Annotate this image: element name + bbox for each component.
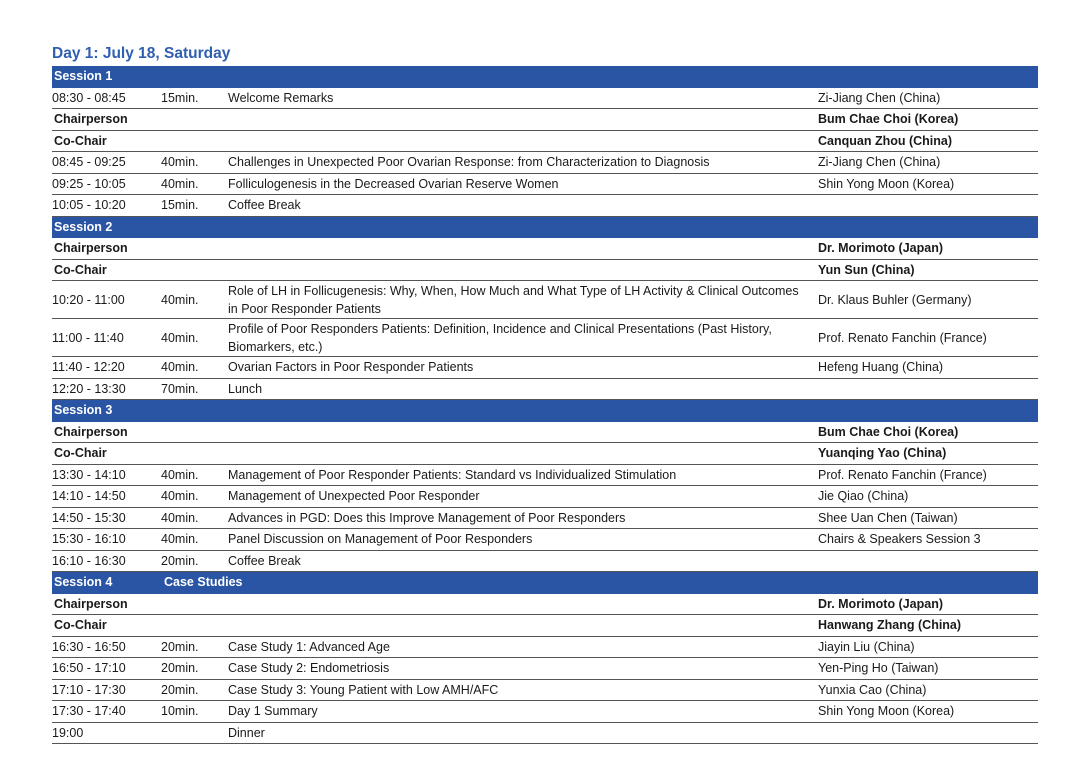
role-label: Chairperson — [54, 424, 128, 439]
duration-cell: 20min. — [161, 639, 199, 654]
chair-name: Bum Chae Choi (Korea) — [818, 112, 959, 127]
talk-title: Ovarian Factors in Poor Responder Patients — [228, 360, 474, 375]
session-label: Session 4 — [54, 575, 113, 590]
speaker-cell: Prof. Renato Fanchin (France) — [818, 467, 987, 482]
chair-row — [52, 260, 1038, 282]
duration-cell: 40min. — [161, 489, 199, 504]
duration-cell: 10min. — [161, 704, 199, 719]
chair-row — [52, 109, 1038, 131]
duration-cell: 40min. — [161, 360, 199, 375]
role-label: Chairperson — [54, 596, 128, 611]
duration-cell: 20min. — [161, 553, 199, 568]
duration-cell: 15min. — [161, 90, 199, 105]
speaker-cell: Prof. Renato Fanchin (France) — [818, 330, 987, 345]
table-row — [52, 486, 1038, 508]
speaker-cell: Shin Yong Moon (Korea) — [818, 704, 955, 719]
talk-title: Role of LH in Follicugenesis: Why, When, How Much and What Type of LH Activity & Clinical Outcomes in Poor Responder Patients — [228, 283, 799, 316]
table-row — [52, 723, 1038, 745]
table-row — [52, 195, 1038, 217]
time-cell: 16:50 - 17:10 — [52, 661, 126, 676]
talk-title: Folliculogenesis in the Decreased Ovarian Reserve Women — [228, 176, 559, 191]
talk-title: Lunch — [228, 381, 263, 396]
table-row — [52, 658, 1038, 680]
chair-row — [52, 615, 1038, 637]
table-row — [52, 529, 1038, 551]
talk-title: Case Study 3: Young Patient with Low AMH/AFC — [228, 682, 499, 697]
chair-name: Yuanqing Yao (China) — [818, 446, 947, 461]
role-label: Co-Chair — [54, 618, 107, 633]
time-cell: 09:25 - 10:05 — [52, 176, 126, 191]
table-row — [52, 508, 1038, 530]
session-subtitle: Case Studies — [164, 575, 243, 590]
chair-name: Dr. Morimoto (Japan) — [818, 241, 944, 256]
speaker-cell: Shee Uan Chen (Taiwan) — [818, 510, 958, 525]
time-cell: 14:10 - 14:50 — [52, 489, 126, 504]
talk-title: Case Study 1: Advanced Age — [228, 639, 390, 654]
speaker-cell: Jiayin Liu (China) — [818, 639, 915, 654]
talk-title: Coffee Break — [228, 553, 301, 568]
time-cell: 10:20 - 11:00 — [52, 292, 125, 307]
duration-cell: 40min. — [161, 510, 199, 525]
chair-name: Yun Sun (China) — [818, 262, 915, 277]
duration-cell: 40min. — [161, 330, 199, 345]
speaker-cell: Yunxia Cao (China) — [818, 682, 927, 697]
role-label: Chairperson — [54, 241, 128, 256]
time-cell: 14:50 - 15:30 — [52, 510, 126, 525]
table-row — [52, 465, 1038, 487]
talk-title: Profile of Poor Responders Patients: Definition, Incidence and Clinical Presentations (Past History, Biomarkers, etc.) — [228, 321, 772, 354]
session-header — [52, 400, 1038, 422]
duration-cell: 15min. — [161, 198, 199, 213]
time-cell: 12:20 - 13:30 — [52, 381, 126, 396]
table-row — [52, 88, 1038, 110]
time-cell: 11:00 - 11:40 — [52, 330, 124, 345]
speaker-cell: Zi-Jiang Chen (China) — [818, 155, 941, 170]
speaker-cell: Zi-Jiang Chen (China) — [818, 90, 941, 105]
session-header — [52, 66, 1038, 88]
talk-title: Management of Poor Responder Patients: Standard vs Individualized Stimulation — [228, 467, 677, 482]
table-row — [52, 637, 1038, 659]
table-row — [52, 174, 1038, 196]
time-cell: 08:45 - 09:25 — [52, 155, 126, 170]
chair-name: Bum Chae Choi (Korea) — [818, 424, 959, 439]
session-header — [52, 217, 1038, 239]
talk-title: Panel Discussion on Management of Poor Responders — [228, 532, 533, 547]
session-label: Session 3 — [54, 403, 113, 418]
table-row — [52, 152, 1038, 174]
chair-row — [52, 238, 1038, 260]
talk-title: Case Study 2: Endometriosis — [228, 661, 390, 676]
time-cell: 11:40 - 12:20 — [52, 360, 125, 375]
session-label: Session 1 — [54, 69, 113, 84]
duration-cell: 40min. — [161, 467, 199, 482]
schedule-table — [52, 66, 1038, 744]
duration-cell: 40min. — [161, 532, 199, 547]
duration-cell: 20min. — [161, 661, 199, 676]
chair-row — [52, 594, 1038, 616]
chair-row — [52, 422, 1038, 444]
time-cell: 16:10 - 16:30 — [52, 553, 126, 568]
speaker-cell: Shin Yong Moon (Korea) — [818, 176, 955, 191]
session-header — [52, 572, 1038, 594]
talk-title: Welcome Remarks — [228, 90, 334, 105]
speaker-cell: Hefeng Huang (China) — [818, 360, 944, 375]
time-cell: 17:30 - 17:40 — [52, 704, 126, 719]
time-cell: 15:30 - 16:10 — [52, 532, 126, 547]
duration-cell: 40min. — [161, 155, 199, 170]
duration-cell: 70min. — [161, 381, 199, 396]
talk-title: Challenges in Unexpected Poor Ovarian Response: from Characterization to Diagnosis — [228, 155, 710, 170]
duration-cell: 20min. — [161, 682, 199, 697]
time-cell: 16:30 - 16:50 — [52, 639, 126, 654]
speaker-cell: Dr. Klaus Buhler (Germany) — [818, 292, 972, 307]
role-label: Co-Chair — [54, 446, 107, 461]
time-cell: 10:05 - 10:20 — [52, 198, 126, 213]
speaker-cell: Yen-Ping Ho (Taiwan) — [818, 661, 939, 676]
talk-title: Advances in PGD: Does this Improve Management of Poor Responders — [228, 510, 626, 525]
table-row — [52, 357, 1038, 379]
role-label: Co-Chair — [54, 262, 107, 277]
chair-row — [52, 443, 1038, 465]
chair-name: Dr. Morimoto (Japan) — [818, 596, 944, 611]
chair-name: Hanwang Zhang (China) — [818, 618, 962, 633]
role-label: Co-Chair — [54, 133, 107, 148]
speaker-cell: Chairs & Speakers Session 3 — [818, 532, 981, 547]
day-title: Day 1: July 18, Saturday — [52, 45, 231, 62]
session-label: Session 2 — [54, 219, 113, 234]
talk-title: Day 1 Summary — [228, 704, 318, 719]
talk-title: Coffee Break — [228, 198, 301, 213]
table-row — [52, 319, 1038, 357]
duration-cell: 40min. — [161, 292, 199, 307]
time-cell: 19:00 — [52, 725, 84, 740]
time-cell: 13:30 - 14:10 — [52, 467, 126, 482]
time-cell: 17:10 - 17:30 — [52, 682, 126, 697]
chair-row — [52, 131, 1038, 153]
table-row — [52, 379, 1038, 401]
role-label: Chairperson — [54, 112, 128, 127]
talk-title: Dinner — [228, 725, 265, 740]
table-row — [52, 701, 1038, 723]
time-cell: 08:30 - 08:45 — [52, 90, 126, 105]
talk-title: Management of Unexpected Poor Responder — [228, 489, 480, 504]
table-row — [52, 281, 1038, 319]
chair-name: Canquan Zhou (China) — [818, 133, 953, 148]
table-row — [52, 551, 1038, 573]
speaker-cell: Jie Qiao (China) — [818, 489, 909, 504]
duration-cell: 40min. — [161, 176, 199, 191]
table-row — [52, 680, 1038, 702]
